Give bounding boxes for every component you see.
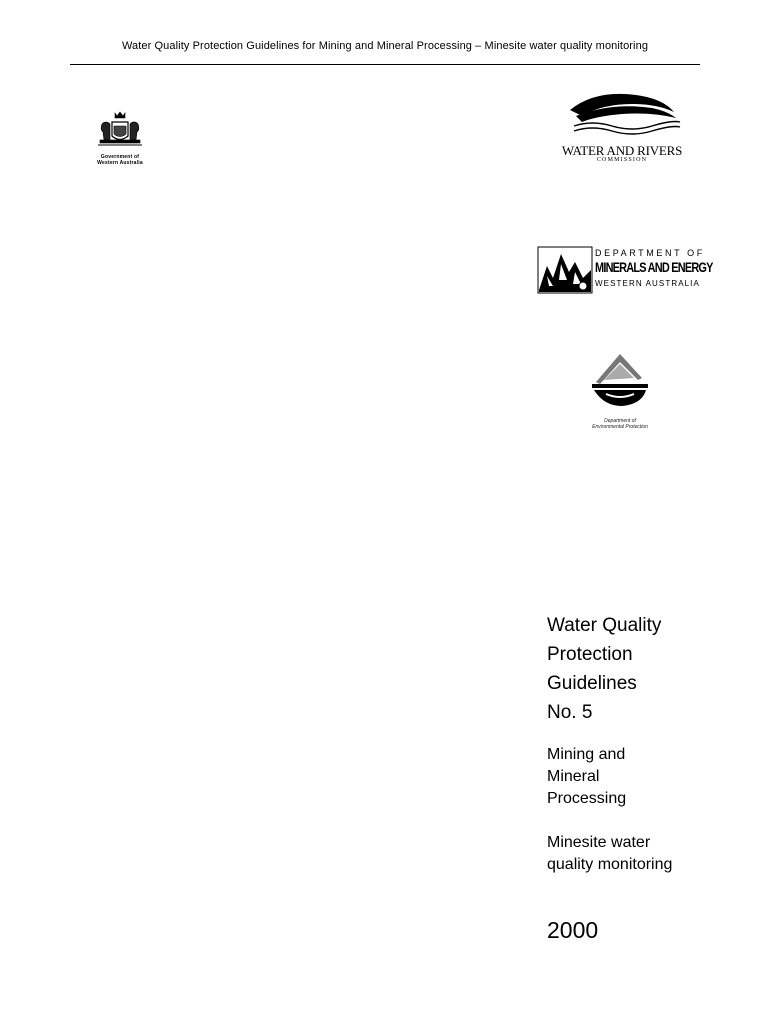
dep-text <box>582 418 658 430</box>
title-line-3: Guidelines <box>547 673 637 694</box>
subtitle-group <box>547 744 757 810</box>
title-line-1: Water Quality <box>547 615 662 636</box>
dep-line2: Environmental Protection <box>592 424 648 430</box>
government-crest-logo <box>88 110 152 168</box>
publication-year: 2000 <box>547 917 599 943</box>
mountain-emblem-icon <box>537 246 593 294</box>
running-header: Water Quality Protection Guidelines for Mining and Mineral Processing – Minesite water quality monitoring <box>121 40 649 52</box>
wave-emblem-icon <box>552 90 692 142</box>
gov-logo-line2: Western Australia <box>97 160 143 166</box>
subtitle-line-1: Mining and <box>547 746 626 763</box>
wrc-sub: COMMISSION <box>596 157 648 163</box>
subtitle2-line-1: Minesite water <box>547 834 651 851</box>
wrc-name: WATER AND RIVERS <box>561 143 683 158</box>
landscape-emblem-icon <box>582 350 658 416</box>
minerals-energy-logo <box>537 246 713 296</box>
title-block <box>547 611 757 944</box>
subtitle-line-3: Processing <box>547 790 627 807</box>
crest-icon <box>88 110 152 154</box>
dep-line1: Department of <box>604 418 636 424</box>
dme-line2: MINERALS AND ENERGY <box>595 259 713 275</box>
subtitle2-line-2: quality monitoring <box>547 856 673 873</box>
header-rule <box>70 64 700 65</box>
gov-logo-line1: Government of <box>100 154 140 160</box>
subtitle2-group <box>547 832 757 876</box>
dme-line3: WESTERN AUSTRALIA <box>595 279 700 288</box>
subtitle-line-2: Mineral <box>547 768 600 785</box>
water-rivers-commission-logo <box>552 90 692 166</box>
dme-line1: DEPARTMENT OF <box>595 248 705 258</box>
title-line-4: No. 5 <box>547 702 593 723</box>
title-line-2: Protection <box>547 644 633 665</box>
environmental-protection-logo <box>582 350 658 434</box>
